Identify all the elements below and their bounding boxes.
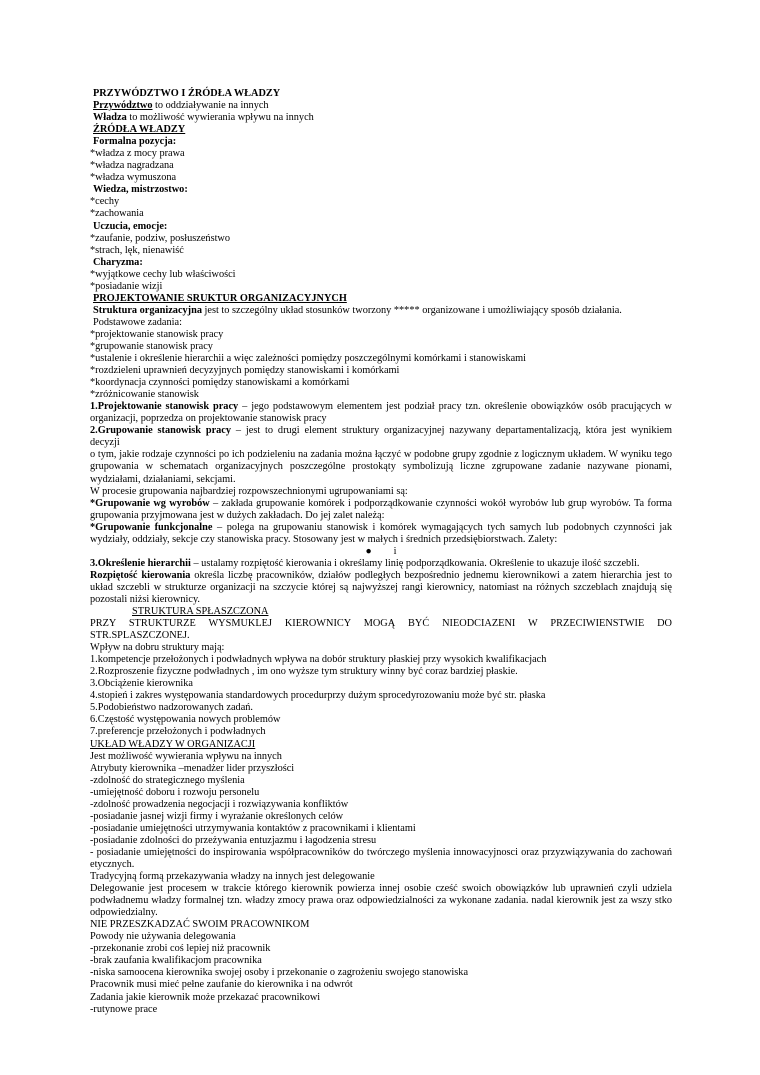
list-item: 5.Podobieństwo nadzorowanych zadań. <box>90 702 253 714</box>
list-item: *projektowanie stanowisk pracy <box>90 328 224 340</box>
paragraph-line: Atrybuty kierownika –menadżer lider przyszłości <box>90 762 295 774</box>
list-item: -niska samoocena kierownika swojej osoby i przekonanie o zagrożeniu swojego stanowiska <box>90 967 469 979</box>
definition-przywodztwo: Przywództwo to oddziaływanie na innych <box>93 100 269 112</box>
paragraph-line: Jest możliwość wywierania wpływu na innych <box>90 750 282 762</box>
paragraph-line: *Grupowanie wg wyrobów – zakłada grupowanie komórek i podporządkowanie czynności wokół wyrobów lub grup wyrobów. Ta forma <box>90 497 672 509</box>
list-item: *władza wymuszona <box>90 172 177 184</box>
list-item: 1.kompetencje przełożonych i podwładnych wpływa na dobór struktury płaskiej przy wysokich kwalifikacjach <box>90 654 547 666</box>
list-item: -zdolność do strategicznego myślenia <box>90 774 245 786</box>
list-item: -posiadanie umiejętności utrzymywania kontaktów z pracownikami i klientami <box>90 822 416 834</box>
list-item: -przekonanie zrobi coś lepiej niż pracownik <box>90 943 271 955</box>
paragraph-line: etycznych. <box>90 859 135 870</box>
list-item: *zróżnicowanie stanowisk <box>90 389 199 401</box>
list-item: *koordynacja czynności pomiędzy stanowiskami a komórkami <box>90 377 350 389</box>
list-item: 3.Obciążenie kierownika <box>90 678 193 690</box>
section-title: PROJEKTOWANIE SRUKTUR ORGANIZACYJNYCH <box>93 292 347 304</box>
subheading: Charyzma: <box>93 256 143 268</box>
paragraph-line: 1.Projektowanie stanowisk pracy – jego podstawowym elementem jest podział pracy tzn. określenie obowiązków osób pracujących w <box>90 401 672 413</box>
paragraph-line: PRZY STRUKTURZE WYSMUKLEJ KIEROWNICY MOGĄ BYĆ NIEODCIAZENI W PRZECIWIENSTWIE DO <box>90 618 672 630</box>
paragraph-line: Podstawowe zadania: <box>93 316 182 328</box>
list-item: 2.Rozproszenie fizyczne podwładnych , im ono wyższe tym struktury winny być coraz bardziej płaskie. <box>90 666 518 678</box>
paragraph-line: grupowania przyjmowana jest w dużych zakładach. Do jej zalet należą: <box>90 509 385 521</box>
list-item: *zaufanie, podziw, posłuszeństwo <box>90 232 231 244</box>
list-item: -posiadanie jasnej wizji firmy i wyrażanie określonych celów <box>90 810 344 822</box>
paragraph-line: wydziałami, działaniami, sekcjami. <box>90 473 236 485</box>
section-title: UKŁAD WŁADZY W ORGANIZACJI <box>90 738 256 750</box>
subheading: Wiedza, mistrzostwo: <box>93 184 188 196</box>
list-item: *rozdzieleni uprawnień decyzyjnych pomiędzy stanowiskami i komórkami <box>90 365 400 377</box>
bullet-icon: ● <box>365 545 372 557</box>
document-page <box>90 88 672 1016</box>
list-item: -zdolność prowadzenia negocjacji i rozwiązywania konfliktów <box>90 798 349 810</box>
paragraph-line: organizacji, poprzedza on projektowanie stanowisk pracy <box>90 413 327 425</box>
paragraph-line: Tradycyjną formą przekazywania władzy na innych jest delegowanie <box>90 871 375 883</box>
paragraph-line: W procesie grupowania najbardziej rozpowszechnionymi ugrupowaniami są: <box>90 485 408 497</box>
section-title: PRZYWÓDZTWO I ŹRÓDŁA WŁADZY <box>93 88 281 99</box>
paragraph-line: 2.Grupowanie stanowisk pracy – jest to drugi element struktury organizacyjnej nazywany departamentalizacją, która jest wynikiem decyzji <box>90 425 673 449</box>
list-item: 6.Częstość występowania nowych problemów <box>90 714 281 726</box>
list-item: -rutynowe prace <box>90 1003 158 1015</box>
subheading: Uczucia, emocje: <box>93 220 168 232</box>
paragraph-line: Pracownik musi mieć pełne zaufanie do kierownika i na odwrót <box>90 979 353 991</box>
paragraph-line: odpowiedzialny. <box>90 907 158 919</box>
paragraph-line: Zadania jakie kierownik może przekazać pracownikowi <box>90 991 321 1003</box>
subheading: Formalna pozycja: <box>93 136 177 148</box>
list-item: 7.preferencje przełożonych i podwładnych <box>90 726 266 738</box>
list-item: *posiadanie wizji <box>90 280 163 292</box>
paragraph-line: podwładnemu władzy formalnej tzn. władzy zmocy prawa oraz odpowiedzialności za wykonane zadania. nadal kierownik jest za wszy stko <box>90 895 672 907</box>
paragraph-line: Wpływ na dobru struktury mają: <box>90 642 225 654</box>
paragraph-line: o tym, jakie rodzaje czynności po ich podzieleniu na zadania można łączyć w podobne grupy zgodnie z logicznym układem. W wyniku tego <box>90 449 672 461</box>
paragraph-line: Powody nie używania delegowania <box>90 931 236 943</box>
list-item: -umiejętność doboru i rozwoju personelu <box>90 786 260 798</box>
list-item: -brak zaufania kwalifikacjom pracownika <box>90 955 262 967</box>
paragraph-line: grupowania w schematach organizacyjnych poszczególne prostokąty symbolizują liczne zgrupowane zadanie nazywane pionami, <box>90 461 672 473</box>
list-item: *zachowania <box>90 208 144 220</box>
list-item: *grupowanie stanowisk pracy <box>90 340 213 352</box>
list-item: *władza z mocy prawa <box>90 148 185 160</box>
list-item: *ustalenie i określenie hierarchii a więc zależności pomiędzy poszczególnymi komórkami i stanowiskami <box>90 353 527 365</box>
bullet-item: ● i <box>365 545 397 557</box>
section-title: STRUKTURA SPŁASZCZONA <box>132 606 269 618</box>
paragraph-line: wydziały, oddziały, sekcje czy stanowiska pracy. Stosowany jest w małych i średnich przedsiębiorstwach. Zalety: <box>90 533 558 545</box>
list-item: - posiadanie umiejętności do inspirowania współpracowników do twórczego myślenia innowacyjnosci oraz przyzwiązywania do zachowań <box>90 846 672 858</box>
paragraph-line: pozostali niżsi kierownicy. <box>90 593 200 605</box>
section-title: NIE PRZESZKADZAĆ SWOIM PRACOWNIKOM <box>90 919 310 931</box>
paragraph-line: Delegowanie jest procesem w trakcie którego kierownik powierza innej osobie cześć swoich obowiązków lub uprawnień czyli udziela <box>90 883 672 895</box>
definition-struktura: Struktura organizacyjna jest to szczególny układ stosunków tworzony ***** organizowane i umożliwiający sposób działania. <box>93 304 622 316</box>
paragraph-line: STR.SPLASZCZONEJ. <box>90 630 190 642</box>
paragraph-line: *Grupowanie funkcjonalne – polega na grupowaniu stanowisk i komórek wymagających tych samych lub podobnych czynności jak <box>90 521 672 533</box>
list-item: 4.stopień i zakres występowania standardowych procedurprzy dużym sprocedyrozowaniu może być str. płaska <box>90 690 546 702</box>
definition-wladza: Władza to możliwość wywierania wpływu na innych <box>93 112 314 124</box>
list-item: -posiadanie zdolności do przeżywania entuzjazmu i łagodzenia stresu <box>90 834 377 846</box>
list-item: *strach, lęk, nienawiść <box>90 244 184 256</box>
list-item: *cechy <box>90 196 120 208</box>
list-item: *wyjątkowe cechy lub właściwości <box>90 268 236 280</box>
paragraph-line: układ szczebli w strukturze organizacji na szczycie której są najwyższej rangi kierownicy, natomiast na różnych szczeblach znajdują się <box>90 581 672 593</box>
section-title: ŹRÓDŁA WŁADZY <box>93 124 186 136</box>
list-item: *władza nagradzana <box>90 160 174 172</box>
paragraph-line: 3.Określenie hierarchii – ustalamy rozpiętość kierowania i określamy linię podporządkowania. Określenie to ukazuje ilość szczebli. <box>90 557 640 569</box>
paragraph-line: Rozpiętość kierowania określa liczbę pracowników, działów podległych bezpośrednio jednemu kierownikowi a zatem hierarchia jest to <box>90 569 672 581</box>
